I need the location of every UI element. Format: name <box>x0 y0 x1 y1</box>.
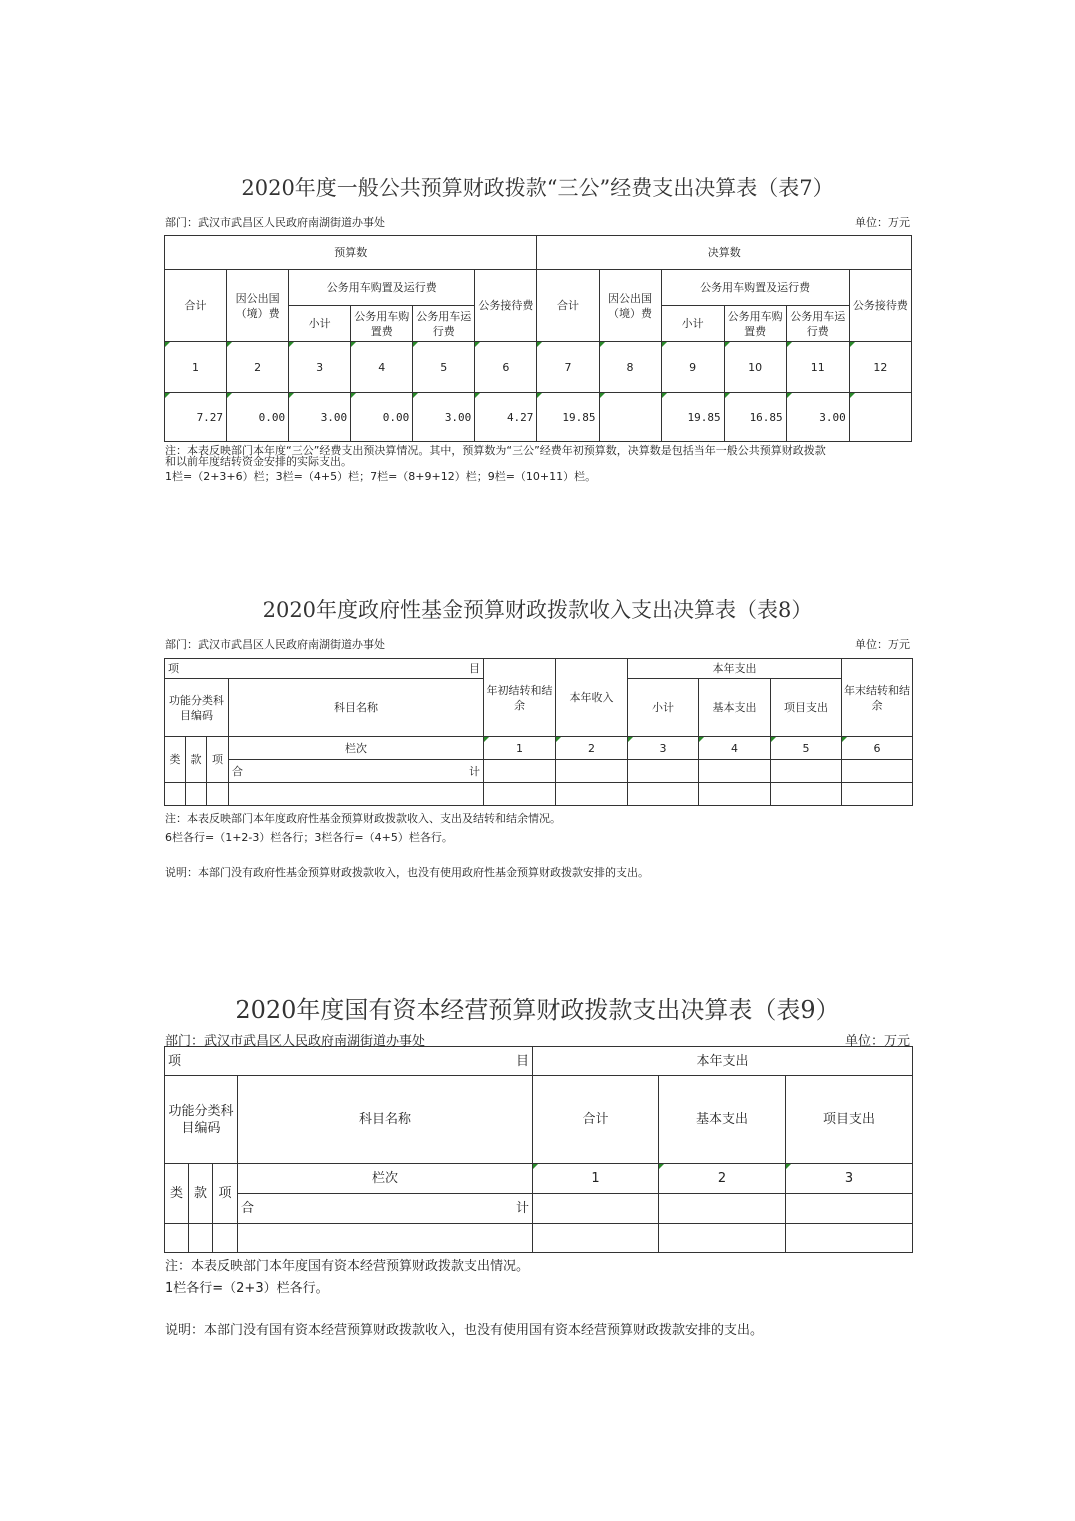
col-subject-name: 科目名称 <box>229 679 484 737</box>
col-begin-balance: 年初结转和结余 <box>484 659 556 737</box>
col-number: 4 <box>351 342 413 393</box>
value-cell <box>659 1194 786 1224</box>
table7-note: 注：本表反映部门本年度“三公”经费支出预决算情况。其中，预算数为“三公”经费年初预算数，决算数是包括当年一般公共预算财政拨款 <box>165 444 826 457</box>
value-cell <box>786 1194 913 1224</box>
col-number: 8 <box>599 342 661 393</box>
table9-unit: 单位：万元 <box>844 1034 910 1049</box>
col-number: 1 <box>484 737 556 760</box>
col-number: 2 <box>556 737 628 760</box>
col-car-run: 公务用车运行费 <box>413 306 475 342</box>
col-xiang: 项 <box>213 1164 238 1224</box>
row-lanci: 栏次 <box>229 737 484 760</box>
table8-formula: 6栏各行=（1+2-3）栏各行；3栏各行=（4+5）栏各行。 <box>165 831 453 844</box>
table8-note: 注：本表反映部门本年度政府性基金预算财政拨款收入、支出及结转和结余情况。 <box>165 812 561 825</box>
col-kuan: 款 <box>189 1164 213 1224</box>
col-car: 公务用车购置及运行费 <box>289 270 475 306</box>
row-total: 合 计 <box>229 760 484 783</box>
col-car: 公务用车购置及运行费 <box>661 270 849 306</box>
col-number: 11 <box>786 342 849 393</box>
value-cell <box>628 760 699 783</box>
value-cell <box>842 760 913 783</box>
col-number: 7 <box>537 342 599 393</box>
col-subtotal: 小计 <box>628 679 699 737</box>
col-subject-name: 科目名称 <box>238 1076 533 1164</box>
col-xiang: 项 <box>207 737 229 783</box>
empty-cell <box>786 1224 913 1253</box>
col-subtotal: 小计 <box>289 306 351 342</box>
value-cell <box>599 393 661 442</box>
budget-header: 预算数 <box>165 236 537 270</box>
col-reception: 公务接待费 <box>849 270 911 342</box>
col-abroad: 因公出国（境）费 <box>599 270 661 342</box>
empty-cell <box>186 783 207 806</box>
empty-cell <box>189 1224 213 1253</box>
table8-unit: 单位：万元 <box>855 638 910 651</box>
table9-title: 2020年度国有资本经营预算财政拨款支出决算表（表9） <box>235 996 840 1024</box>
col-number: 10 <box>724 342 786 393</box>
col-number: 1 <box>533 1164 659 1194</box>
col-expense: 本年支出 <box>533 1047 913 1076</box>
table8-title: 2020年度政府性基金预算财政拨款收入支出决算表（表8） <box>262 598 813 622</box>
table7-unit: 单位：万元 <box>855 216 910 229</box>
empty-cell <box>229 783 484 806</box>
value-cell: 19.85 <box>661 393 724 442</box>
empty-cell <box>207 783 229 806</box>
empty-cell <box>699 783 771 806</box>
value-cell <box>849 393 911 442</box>
col-car-buy: 公务用车购置费 <box>724 306 786 342</box>
empty-cell <box>556 783 628 806</box>
table8-dept: 部门：武汉市武昌区人民政府南湖街道办事处 <box>165 638 385 651</box>
col-reception: 公务接待费 <box>475 270 537 342</box>
table7-formula: 1栏=（2+3+6）栏；3栏=（4+5）栏；7栏=（8+9+12）栏；9栏=（10+11）栏。 <box>165 470 597 483</box>
table-row <box>165 342 912 393</box>
col-lei: 类 <box>165 737 186 783</box>
table7-dept: 部门：武汉市武昌区人民政府南湖街道办事处 <box>165 216 385 229</box>
item-header: 项 目 <box>165 659 484 679</box>
col-end-balance: 年末结转和结余 <box>842 659 913 737</box>
table8-explain: 说明：本部门没有政府性基金预算财政拨款收入，也没有使用政府性基金预算财政拨款安排的支出。 <box>165 866 649 879</box>
col-basic: 基本支出 <box>659 1076 786 1164</box>
col-number: 3 <box>786 1164 913 1194</box>
col-func-code: 功能分类科目编码 <box>165 1076 238 1164</box>
table9-formula: 1栏各行=（2+3）栏各行。 <box>165 1281 329 1296</box>
value-cell: 16.85 <box>724 393 786 442</box>
value-cell: 3.00 <box>786 393 849 442</box>
col-number: 2 <box>227 342 289 393</box>
col-number: 9 <box>661 342 724 393</box>
table7 <box>164 235 912 442</box>
empty-cell <box>484 783 556 806</box>
col-number: 3 <box>628 737 699 760</box>
empty-cell <box>165 1224 189 1253</box>
table9 <box>164 1046 913 1253</box>
col-number: 12 <box>849 342 911 393</box>
value-cell: 4.27 <box>475 393 537 442</box>
value-cell <box>556 760 628 783</box>
col-total: 合计 <box>537 270 599 342</box>
final-header: 决算数 <box>537 236 912 270</box>
row-lanci: 栏次 <box>238 1164 533 1194</box>
empty-cell <box>659 1224 786 1253</box>
col-number: 5 <box>413 342 475 393</box>
col-income: 本年收入 <box>556 659 628 737</box>
empty-cell <box>165 783 186 806</box>
col-subtotal: 小计 <box>661 306 724 342</box>
value-cell <box>699 760 771 783</box>
col-number: 5 <box>771 737 842 760</box>
value-cell: 3.00 <box>289 393 351 442</box>
value-cell: 19.85 <box>537 393 599 442</box>
table7-note-cont: 和以前年度结转资金安排的实际支出。 <box>165 455 352 468</box>
table9-dept: 部门：武汉市武昌区人民政府南湖街道办事处 <box>165 1034 426 1049</box>
col-total: 合计 <box>165 270 227 342</box>
table7-title: 2020年度一般公共预算财政拨款“三公”经费支出决算表（表7） <box>241 176 834 200</box>
table-row <box>165 1224 913 1253</box>
col-number: 3 <box>289 342 351 393</box>
col-total: 合计 <box>533 1076 659 1164</box>
col-number: 1 <box>165 342 227 393</box>
value-cell: 3.00 <box>413 393 475 442</box>
empty-cell <box>771 783 842 806</box>
col-expense: 本年支出 <box>628 659 842 679</box>
col-lei: 类 <box>165 1164 189 1224</box>
col-kuan: 款 <box>186 737 207 783</box>
col-project: 项目支出 <box>786 1076 913 1164</box>
value-cell: 0.00 <box>351 393 413 442</box>
empty-cell <box>533 1224 659 1253</box>
col-func-code: 功能分类科目编码 <box>165 679 229 737</box>
col-car-run: 公务用车运行费 <box>786 306 849 342</box>
table9-explain: 说明：本部门没有国有资本经营预算财政拨款收入，也没有使用国有资本经营预算财政拨款安排的支出。 <box>165 1323 764 1338</box>
value-cell <box>771 760 842 783</box>
empty-cell <box>628 783 699 806</box>
row-total: 合 计 <box>238 1194 533 1224</box>
col-basic: 基本支出 <box>699 679 771 737</box>
col-car-buy: 公务用车购置费 <box>351 306 413 342</box>
table-row <box>165 1194 913 1224</box>
empty-cell <box>238 1224 533 1253</box>
empty-cell <box>213 1224 238 1253</box>
col-abroad: 因公出国（境）费 <box>227 270 289 342</box>
table8 <box>164 658 913 806</box>
col-number: 4 <box>699 737 771 760</box>
col-number: 6 <box>842 737 913 760</box>
empty-cell <box>842 783 913 806</box>
table-row <box>165 783 913 806</box>
value-cell <box>533 1194 659 1224</box>
item-header: 项 目 <box>165 1047 533 1076</box>
value-cell <box>484 760 556 783</box>
value-cell: 7.27 <box>165 393 227 442</box>
table-row <box>165 1164 913 1194</box>
col-project: 项目支出 <box>771 679 842 737</box>
table-row <box>165 393 912 442</box>
table9-note: 注：本表反映部门本年度国有资本经营预算财政拨款支出情况。 <box>165 1259 530 1274</box>
col-number: 2 <box>659 1164 786 1194</box>
value-cell: 0.00 <box>227 393 289 442</box>
table-row <box>165 737 913 760</box>
col-number: 6 <box>475 342 537 393</box>
table-row <box>165 760 913 783</box>
